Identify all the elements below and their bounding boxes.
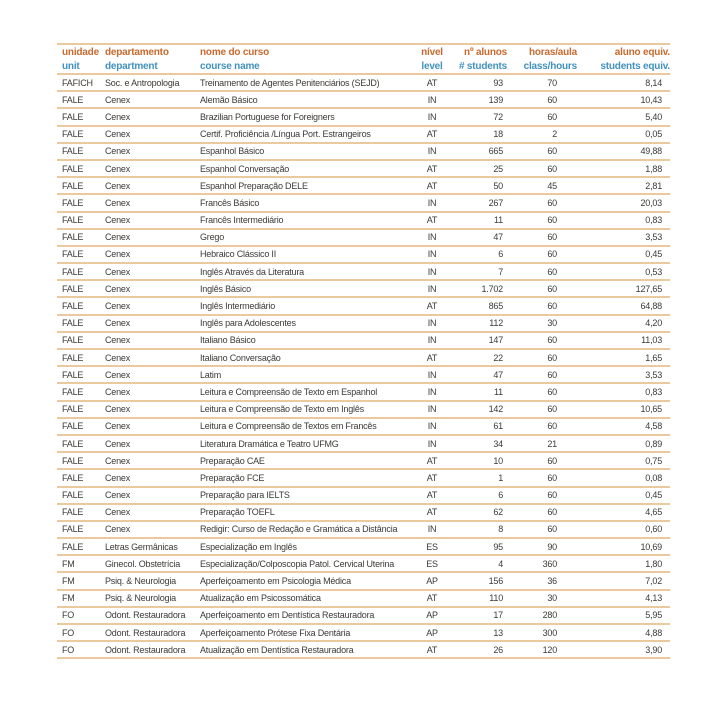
cell-nome-do-curso: Alemão Básico — [195, 91, 410, 108]
cell-nome-do-curso: Inglês Intermediário — [195, 297, 410, 314]
cell-horas-aula: 60 — [507, 229, 577, 246]
cell-departamento: Cenex — [105, 315, 195, 332]
table-row — [57, 538, 670, 555]
cell-aluno-equiv: 4,20 — [577, 315, 670, 332]
cell-nivel: AP — [410, 624, 454, 641]
cell-departamento: Ginecol. Obstetrícia — [105, 555, 195, 572]
cell-nivel: IN — [410, 418, 454, 435]
cell-n-alunos: 10 — [454, 452, 507, 469]
column-header-departamento-pt: departamento — [105, 46, 169, 58]
table-row — [57, 194, 670, 211]
cell-n-alunos: 112 — [454, 315, 507, 332]
cell-aluno-equiv: 5,95 — [577, 607, 670, 624]
cell-nome-do-curso: Atualização em Psicossomática — [195, 590, 410, 607]
cell-horas-aula: 300 — [507, 624, 577, 641]
table-row — [57, 280, 670, 297]
cell-nome-do-curso: Literatura Dramática e Teatro UFMG — [195, 435, 410, 452]
cell-nivel: AT — [410, 297, 454, 314]
cell-departamento: Cenex — [105, 212, 195, 229]
cell-n-alunos: 13 — [454, 624, 507, 641]
cell-unidade: FM — [57, 555, 105, 572]
cell-horas-aula: 60 — [507, 487, 577, 504]
cell-horas-aula: 60 — [507, 160, 577, 177]
table-header — [57, 44, 670, 74]
cell-nivel: AT — [410, 452, 454, 469]
table-row — [57, 143, 670, 160]
table-row — [57, 452, 670, 469]
cell-nome-do-curso: Inglês Através da Literatura — [195, 263, 410, 280]
cell-nome-do-curso: Espanhol Preparação DELE — [195, 177, 410, 194]
cell-n-alunos: 47 — [454, 229, 507, 246]
cell-n-alunos: 6 — [454, 487, 507, 504]
cell-nome-do-curso: Preparação TOEFL — [195, 504, 410, 521]
cell-nivel: AP — [410, 607, 454, 624]
cell-aluno-equiv: 1,65 — [577, 349, 670, 366]
cell-unidade: FALE — [57, 297, 105, 314]
cell-unidade: FALE — [57, 126, 105, 143]
table-row — [57, 590, 670, 607]
column-header-students-en: # students — [454, 59, 507, 74]
cell-aluno-equiv: 4,13 — [577, 590, 670, 607]
table-row — [57, 246, 670, 263]
cell-nome-do-curso: Aperfeiçoamento em Psicologia Médica — [195, 572, 410, 589]
column-header-unit-en: unit — [57, 59, 105, 74]
cell-n-alunos: 34 — [454, 435, 507, 452]
cell-unidade: FALE — [57, 469, 105, 486]
cell-n-alunos: 72 — [454, 108, 507, 125]
cell-horas-aula: 60 — [507, 263, 577, 280]
cell-nome-do-curso: Leitura e Compreensão de Texto em Espanhol — [195, 383, 410, 400]
column-header-equiv-pt: aluno equiv. — [614, 46, 670, 58]
cell-aluno-equiv: 127,65 — [577, 280, 670, 297]
cell-nome-do-curso: Italiano Conversação — [195, 349, 410, 366]
cell-n-alunos: 7 — [454, 263, 507, 280]
cell-unidade: FALE — [57, 418, 105, 435]
table-row — [57, 487, 670, 504]
cell-nome-do-curso: Aperfeiçoamento em Dentística Restauradora — [195, 607, 410, 624]
cell-horas-aula: 60 — [507, 452, 577, 469]
cell-departamento: Cenex — [105, 332, 195, 349]
cell-aluno-equiv: 64,88 — [577, 297, 670, 314]
cell-unidade: FALE — [57, 246, 105, 263]
cell-aluno-equiv: 3,53 — [577, 366, 670, 383]
cell-horas-aula: 21 — [507, 435, 577, 452]
cell-aluno-equiv: 10,65 — [577, 401, 670, 418]
cell-nivel: IN — [410, 366, 454, 383]
cell-nivel: AT — [410, 126, 454, 143]
cell-nivel: ES — [410, 555, 454, 572]
cell-n-alunos: 142 — [454, 401, 507, 418]
cell-departamento: Soc. e Antropologia — [105, 74, 195, 91]
cell-aluno-equiv: 4,88 — [577, 624, 670, 641]
cell-n-alunos: 95 — [454, 538, 507, 555]
table-row — [57, 607, 670, 624]
table-row — [57, 177, 670, 194]
cell-n-alunos: 17 — [454, 607, 507, 624]
cell-aluno-equiv: 8,14 — [577, 74, 670, 91]
cell-n-alunos: 8 — [454, 521, 507, 538]
cell-n-alunos: 18 — [454, 126, 507, 143]
cell-nivel: IN — [410, 521, 454, 538]
cell-aluno-equiv: 10,69 — [577, 538, 670, 555]
cell-departamento: Cenex — [105, 521, 195, 538]
cell-nome-do-curso: Grego — [195, 229, 410, 246]
cell-unidade: FALE — [57, 212, 105, 229]
cell-nome-do-curso: Italiano Básico — [195, 332, 410, 349]
cell-nivel: IN — [410, 280, 454, 297]
cell-nome-do-curso: Redigir: Curso de Redação e Gramática a Distância — [195, 521, 410, 538]
cell-horas-aula: 30 — [507, 315, 577, 332]
column-header-class-hours-en: class/hours — [507, 59, 577, 74]
cell-departamento: Odont. Restauradora — [105, 641, 195, 658]
cell-n-alunos: 50 — [454, 177, 507, 194]
table-row — [57, 108, 670, 125]
cell-nome-do-curso: Preparação para IELTS — [195, 487, 410, 504]
cell-n-alunos: 156 — [454, 572, 507, 589]
cell-unidade: FALE — [57, 91, 105, 108]
table-row — [57, 521, 670, 538]
cell-unidade: FALE — [57, 143, 105, 160]
cell-unidade: FALE — [57, 332, 105, 349]
cell-horas-aula: 60 — [507, 366, 577, 383]
cell-departamento: Cenex — [105, 91, 195, 108]
cell-nivel: IN — [410, 194, 454, 211]
courses-table-container — [57, 43, 670, 659]
table-row — [57, 349, 670, 366]
courses-table — [57, 43, 670, 659]
column-header-alunos-pt: nº alunos — [464, 46, 507, 58]
cell-departamento: Cenex — [105, 504, 195, 521]
table-row — [57, 555, 670, 572]
table-header-pt — [57, 44, 670, 59]
cell-horas-aula: 30 — [507, 590, 577, 607]
cell-departamento: Cenex — [105, 263, 195, 280]
cell-n-alunos: 110 — [454, 590, 507, 607]
table-row — [57, 229, 670, 246]
cell-nivel: AT — [410, 160, 454, 177]
table-row — [57, 126, 670, 143]
cell-departamento: Cenex — [105, 297, 195, 314]
cell-nivel: ES — [410, 538, 454, 555]
cell-unidade: FO — [57, 607, 105, 624]
cell-n-alunos: 4 — [454, 555, 507, 572]
cell-unidade: FALE — [57, 487, 105, 504]
table-row — [57, 160, 670, 177]
cell-nivel: AT — [410, 74, 454, 91]
table-row — [57, 332, 670, 349]
cell-departamento: Cenex — [105, 487, 195, 504]
column-header-students-equiv-en: students equiv. — [577, 59, 670, 74]
cell-departamento: Letras Germânicas — [105, 538, 195, 555]
cell-departamento: Cenex — [105, 418, 195, 435]
cell-nome-do-curso: Treinamento de Agentes Penitenciários (SEJD) — [195, 74, 410, 91]
cell-horas-aula: 60 — [507, 212, 577, 229]
cell-n-alunos: 25 — [454, 160, 507, 177]
cell-horas-aula: 2 — [507, 126, 577, 143]
cell-nome-do-curso: Brazilian Portuguese for Foreigners — [195, 108, 410, 125]
cell-horas-aula: 60 — [507, 246, 577, 263]
cell-unidade: FALE — [57, 160, 105, 177]
cell-horas-aula: 60 — [507, 349, 577, 366]
cell-departamento: Psiq. & Neurologia — [105, 590, 195, 607]
cell-unidade: FALE — [57, 504, 105, 521]
cell-aluno-equiv: 4,58 — [577, 418, 670, 435]
table-header-en — [57, 59, 670, 74]
cell-nivel: AT — [410, 641, 454, 658]
cell-nome-do-curso: Especialização/Colposcopia Patol. Cervical Uterina — [195, 555, 410, 572]
table-row — [57, 418, 670, 435]
cell-departamento: Cenex — [105, 229, 195, 246]
cell-nome-do-curso: Espanhol Básico — [195, 143, 410, 160]
cell-n-alunos: 22 — [454, 349, 507, 366]
cell-unidade: FALE — [57, 280, 105, 297]
cell-horas-aula: 70 — [507, 74, 577, 91]
cell-aluno-equiv: 0,53 — [577, 263, 670, 280]
column-header-unidade-pt: unidade — [62, 46, 99, 58]
cell-n-alunos: 47 — [454, 366, 507, 383]
cell-nivel: AT — [410, 487, 454, 504]
cell-horas-aula: 60 — [507, 469, 577, 486]
cell-unidade: FALE — [57, 383, 105, 400]
cell-nome-do-curso: Atualização em Dentística Restauradora — [195, 641, 410, 658]
cell-unidade: FALE — [57, 401, 105, 418]
cell-departamento: Cenex — [105, 177, 195, 194]
cell-horas-aula: 60 — [507, 280, 577, 297]
cell-nome-do-curso: Especialização em Inglês — [195, 538, 410, 555]
cell-departamento: Cenex — [105, 435, 195, 452]
cell-n-alunos: 62 — [454, 504, 507, 521]
cell-aluno-equiv: 4,65 — [577, 504, 670, 521]
cell-nivel: IN — [410, 332, 454, 349]
cell-horas-aula: 45 — [507, 177, 577, 194]
cell-nome-do-curso: Latim — [195, 366, 410, 383]
cell-unidade: FALE — [57, 521, 105, 538]
cell-departamento: Cenex — [105, 349, 195, 366]
cell-nivel: IN — [410, 315, 454, 332]
cell-horas-aula: 60 — [507, 418, 577, 435]
cell-unidade: FM — [57, 590, 105, 607]
cell-unidade: FAFICH — [57, 74, 105, 91]
column-header-course-name-en: course name — [195, 59, 410, 74]
cell-unidade: FALE — [57, 263, 105, 280]
cell-nome-do-curso: Hebraico Clássico II — [195, 246, 410, 263]
cell-aluno-equiv: 3,90 — [577, 641, 670, 658]
cell-nivel: AT — [410, 349, 454, 366]
cell-departamento: Odont. Restauradora — [105, 624, 195, 641]
cell-aluno-equiv: 20,03 — [577, 194, 670, 211]
cell-nome-do-curso: Leitura e Compreensão de Texto em Inglês — [195, 401, 410, 418]
cell-departamento: Cenex — [105, 194, 195, 211]
cell-aluno-equiv: 0,83 — [577, 383, 670, 400]
cell-nivel: IN — [410, 383, 454, 400]
cell-unidade: FALE — [57, 229, 105, 246]
cell-unidade: FALE — [57, 452, 105, 469]
cell-departamento: Cenex — [105, 246, 195, 263]
cell-aluno-equiv: 1,88 — [577, 160, 670, 177]
cell-n-alunos: 665 — [454, 143, 507, 160]
cell-nome-do-curso: Francês Intermediário — [195, 212, 410, 229]
cell-nome-do-curso: Francês Básico — [195, 194, 410, 211]
cell-nivel: IN — [410, 246, 454, 263]
column-header-nivel-pt: nível — [421, 46, 443, 58]
cell-nome-do-curso: Aperfeiçoamento Prótese Fixa Dentária — [195, 624, 410, 641]
column-header-level-en: level — [410, 59, 454, 74]
cell-aluno-equiv: 5,40 — [577, 108, 670, 125]
column-header-horas-pt: horas/aula — [528, 46, 577, 58]
cell-n-alunos: 865 — [454, 297, 507, 314]
cell-horas-aula: 60 — [507, 143, 577, 160]
table-row — [57, 469, 670, 486]
table-row — [57, 435, 670, 452]
cell-aluno-equiv: 0,45 — [577, 246, 670, 263]
cell-nivel: AT — [410, 590, 454, 607]
cell-n-alunos: 11 — [454, 212, 507, 229]
cell-nivel: IN — [410, 108, 454, 125]
cell-nome-do-curso: Inglês para Adolescentes — [195, 315, 410, 332]
cell-horas-aula: 120 — [507, 641, 577, 658]
cell-departamento: Cenex — [105, 160, 195, 177]
cell-n-alunos: 26 — [454, 641, 507, 658]
cell-aluno-equiv: 0,75 — [577, 452, 670, 469]
cell-horas-aula: 90 — [507, 538, 577, 555]
cell-unidade: FALE — [57, 108, 105, 125]
cell-nivel: AP — [410, 572, 454, 589]
cell-unidade: FALE — [57, 177, 105, 194]
cell-aluno-equiv: 0,89 — [577, 435, 670, 452]
cell-nome-do-curso: Certif. Proficiência /Língua Port. Estrangeiros — [195, 126, 410, 143]
table-row — [57, 263, 670, 280]
cell-horas-aula: 60 — [507, 401, 577, 418]
column-header-department-en: department — [105, 59, 195, 74]
table-row — [57, 297, 670, 314]
column-header-nome-curso-pt: nome do curso — [200, 46, 270, 58]
cell-n-alunos: 61 — [454, 418, 507, 435]
cell-aluno-equiv: 11,03 — [577, 332, 670, 349]
cell-horas-aula: 60 — [507, 504, 577, 521]
cell-nome-do-curso: Preparação CAE — [195, 452, 410, 469]
cell-departamento: Cenex — [105, 126, 195, 143]
cell-n-alunos: 139 — [454, 91, 507, 108]
table-row — [57, 74, 670, 91]
cell-departamento: Odont. Restauradora — [105, 607, 195, 624]
cell-nivel: IN — [410, 229, 454, 246]
cell-horas-aula: 60 — [507, 383, 577, 400]
cell-departamento: Cenex — [105, 143, 195, 160]
table-row — [57, 504, 670, 521]
cell-aluno-equiv: 0,05 — [577, 126, 670, 143]
table-row — [57, 641, 670, 658]
cell-horas-aula: 360 — [507, 555, 577, 572]
cell-aluno-equiv: 0,60 — [577, 521, 670, 538]
cell-nivel: AT — [410, 504, 454, 521]
cell-nivel: AT — [410, 469, 454, 486]
cell-nome-do-curso: Espanhol Conversação — [195, 160, 410, 177]
cell-unidade: FALE — [57, 366, 105, 383]
cell-departamento: Cenex — [105, 401, 195, 418]
table-row — [57, 401, 670, 418]
cell-nivel: IN — [410, 401, 454, 418]
cell-nome-do-curso: Leitura e Compreensão de Textos em Francês — [195, 418, 410, 435]
cell-aluno-equiv: 0,45 — [577, 487, 670, 504]
table-row — [57, 624, 670, 641]
cell-horas-aula: 60 — [507, 91, 577, 108]
cell-departamento: Cenex — [105, 280, 195, 297]
cell-departamento: Cenex — [105, 452, 195, 469]
cell-aluno-equiv: 49,88 — [577, 143, 670, 160]
table-row — [57, 315, 670, 332]
cell-unidade: FALE — [57, 194, 105, 211]
cell-horas-aula: 60 — [507, 194, 577, 211]
cell-aluno-equiv: 2,81 — [577, 177, 670, 194]
table-row — [57, 212, 670, 229]
cell-unidade: FALE — [57, 538, 105, 555]
cell-horas-aula: 60 — [507, 521, 577, 538]
cell-n-alunos: 147 — [454, 332, 507, 349]
cell-horas-aula: 36 — [507, 572, 577, 589]
cell-horas-aula: 60 — [507, 297, 577, 314]
cell-horas-aula: 60 — [507, 108, 577, 125]
cell-unidade: FALE — [57, 349, 105, 366]
cell-n-alunos: 11 — [454, 383, 507, 400]
cell-n-alunos: 267 — [454, 194, 507, 211]
cell-nivel: AT — [410, 177, 454, 194]
cell-aluno-equiv: 3,53 — [577, 229, 670, 246]
cell-unidade: FO — [57, 624, 105, 641]
cell-departamento: Cenex — [105, 383, 195, 400]
cell-departamento: Cenex — [105, 366, 195, 383]
cell-aluno-equiv: 0,08 — [577, 469, 670, 486]
cell-n-alunos: 93 — [454, 74, 507, 91]
table-row — [57, 383, 670, 400]
cell-nivel: IN — [410, 91, 454, 108]
cell-n-alunos: 6 — [454, 246, 507, 263]
cell-departamento: Cenex — [105, 469, 195, 486]
cell-n-alunos: 1.702 — [454, 280, 507, 297]
cell-nivel: IN — [410, 263, 454, 280]
cell-horas-aula: 60 — [507, 332, 577, 349]
table-row — [57, 91, 670, 108]
cell-aluno-equiv: 7,02 — [577, 572, 670, 589]
cell-nome-do-curso: Preparação FCE — [195, 469, 410, 486]
cell-nome-do-curso: Inglês Básico — [195, 280, 410, 297]
cell-unidade: FO — [57, 641, 105, 658]
cell-nivel: IN — [410, 143, 454, 160]
cell-unidade: FALE — [57, 315, 105, 332]
cell-unidade: FM — [57, 572, 105, 589]
table-row — [57, 366, 670, 383]
cell-unidade: FALE — [57, 435, 105, 452]
cell-aluno-equiv: 0,83 — [577, 212, 670, 229]
cell-departamento: Psiq. & Neurologia — [105, 572, 195, 589]
cell-aluno-equiv: 1,80 — [577, 555, 670, 572]
cell-nivel: AT — [410, 212, 454, 229]
table-row — [57, 572, 670, 589]
cell-nivel: IN — [410, 435, 454, 452]
table-body — [57, 74, 670, 658]
cell-departamento: Cenex — [105, 108, 195, 125]
cell-n-alunos: 1 — [454, 469, 507, 486]
cell-aluno-equiv: 10,43 — [577, 91, 670, 108]
cell-horas-aula: 280 — [507, 607, 577, 624]
